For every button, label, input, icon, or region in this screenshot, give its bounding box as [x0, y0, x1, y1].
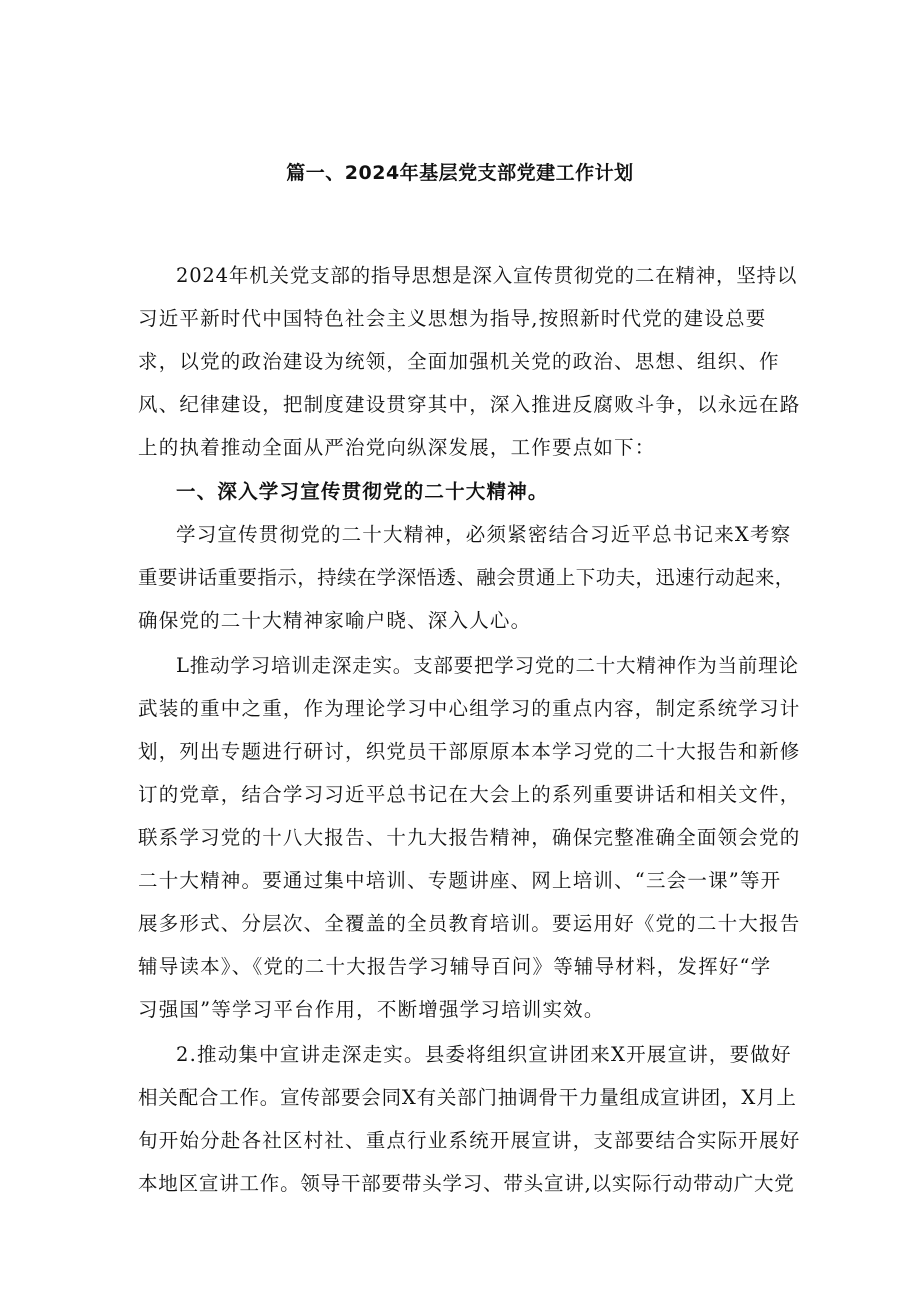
paragraph-line: 确保党的二十大精神家喻户晓、深入人心。 [138, 609, 532, 632]
paragraph-line: 2.推动集中宣讲走深走实。县委将组织宣讲团来X开展宣讲，要做好 [176, 1043, 792, 1066]
section-heading: 一、深入学习宣传贯彻党的二十大精神。 [176, 480, 549, 503]
paragraph-line: 相关配合工作。宣传部要会同X有关部门抽调骨干力量组成宣讲团，X月上 [138, 1086, 797, 1109]
paragraph-line: 划，列出专题进行研讨，织党员干部原原本本学习党的二十大报告和新修 [138, 740, 801, 763]
paragraph-line: 展多形式、分层次、全覆盖的全员教育培训。要运用好《党的二十大报告 [138, 912, 801, 935]
paragraph-line: 习强国”等学习平台作用，不断增强学习培训实效。 [138, 998, 605, 1021]
paragraph-line: 习近平新时代中国特色社会主义思想为指导,按照新时代党的建设总要 [138, 307, 767, 330]
paragraph-line: 求，以党的政治建设为统领，全面加强机关党的政治、思想、组织、作 [138, 350, 780, 373]
paragraph-line: 辅导读本》、《党的二十大报告学习辅导百问》等辅导材料，发挥好“学 [138, 955, 772, 978]
paragraph-line: 二十大精神。要通过集中培训、专题讲座、网上培训、“三会一课”等开 [138, 869, 782, 892]
paragraph-line: L推动学习培训走深走实。支部要把学习党的二十大精神作为当前理论 [176, 654, 799, 677]
paragraph-line: 订的党章，结合学习习近平总书记在大会上的系列重要讲话和相关文件， [138, 783, 801, 806]
paragraph-line: 重要讲话重要指示，持续在学深悟透、融会贯通上下功夫，迅速行动起来， [138, 566, 795, 589]
paragraph-line: 联系学习党的十八大报告、十九大报告精神，确保完整准确全面领会党的 [138, 826, 801, 849]
paragraph-line: 风、纪律建设，把制度建设贯穿其中，深入推进反腐败斗争，以永远在路 [138, 393, 801, 416]
paragraph-line: 学习宣传贯彻党的二十大精神，必须紧密结合习近平总书记来X考察 [176, 523, 792, 546]
paragraph-line: 2024年机关党支部的指导思想是深入宣传贯彻党的二在精神，坚持以 [176, 264, 798, 287]
paragraph-line: 上的执着推动全面从严治党向纵深发展，工作要点如下： [138, 436, 656, 459]
document-title: 篇一、2024年基层党支部党建工作计划 [286, 162, 634, 184]
paragraph-line: 本地区宣讲工作。领导干部要带头学习、带头宣讲,以实际行动带动广大党 [138, 1172, 795, 1195]
paragraph-line: 旬开始分赴各社区村社、重点行业系统开展宣讲，支部要结合实际开展好 [138, 1129, 801, 1152]
paragraph-line: 武装的重中之重，作为理论学习中心组学习的重点内容，制定系统学习计 [138, 697, 801, 720]
